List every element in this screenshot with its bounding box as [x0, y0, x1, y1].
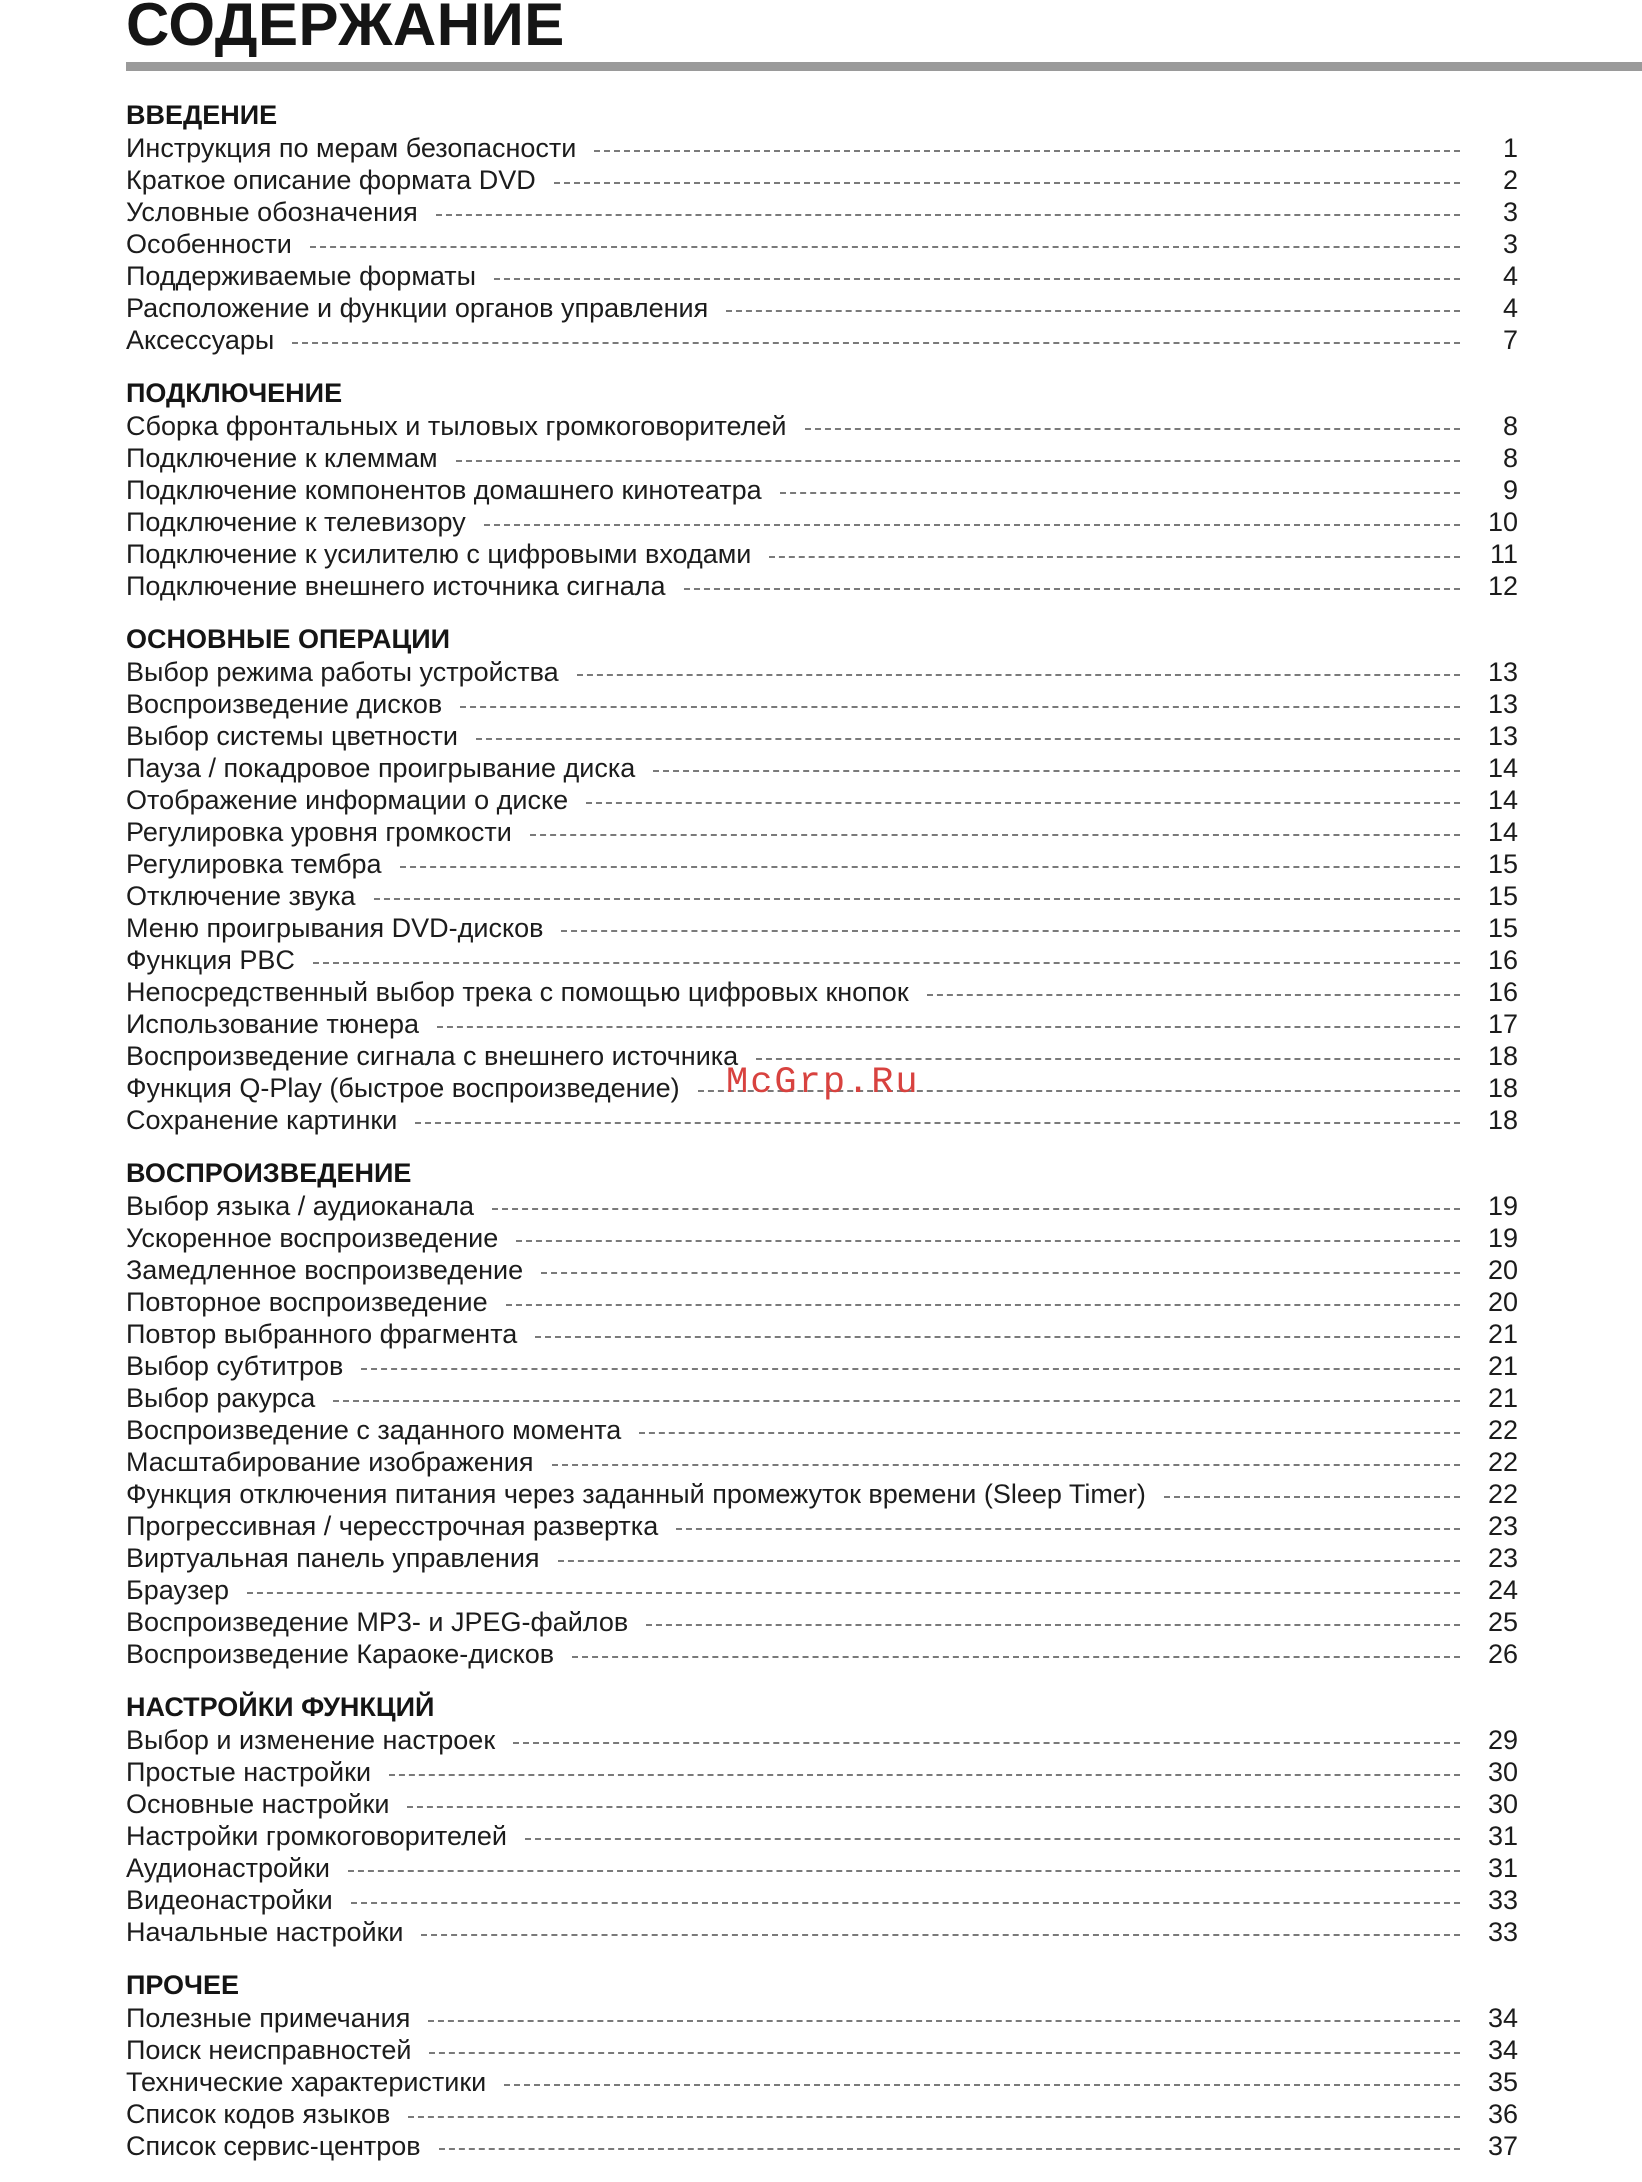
toc-entry: [126, 752, 1518, 784]
section-heading: ОСНОВНЫЕ ОПЕРАЦИИ: [126, 624, 451, 654]
toc-entry: [126, 1788, 1518, 1820]
entry-page-number: 25: [1487, 1606, 1518, 1637]
watermark: McGrp.Ru: [726, 1062, 920, 1104]
entry-page-number: 21: [1487, 1350, 1518, 1381]
entry-label: Полезные примечания: [126, 2002, 411, 2033]
dotted-leader: [552, 1464, 1460, 1466]
toc-entry: [126, 1916, 1518, 1948]
dotted-leader: [460, 706, 1460, 708]
entry-page-number: 34: [1487, 2034, 1518, 2065]
entry-page-number: 8: [1502, 442, 1518, 473]
entry-page-number: 2: [1502, 164, 1518, 195]
dotted-leader: [436, 214, 1460, 216]
toc-entry: [126, 1756, 1518, 1788]
toc-entry: [126, 164, 1518, 196]
toc-entry: [126, 1286, 1518, 1318]
entry-label: Аудионастройки: [126, 1852, 330, 1883]
dotted-leader: [561, 930, 1460, 932]
dotted-leader: [586, 802, 1460, 804]
entry-page-number: 18: [1487, 1040, 1518, 1071]
toc-entry: [126, 442, 1518, 474]
entry-label: Настройки громкоговорителей: [126, 1820, 507, 1851]
entry-label: Повтор выбранного фрагмента: [126, 1318, 518, 1349]
dotted-leader: [415, 1122, 1460, 1124]
dotted-leader: [361, 1368, 1460, 1370]
entry-label: Особенности: [126, 228, 292, 259]
toc-entry: [126, 1478, 1518, 1510]
toc-entry: [126, 474, 1518, 506]
toc-section: [126, 622, 1518, 1136]
entry-label: Использование тюнера: [126, 1008, 420, 1039]
entry-page-number: 1: [1502, 132, 1518, 163]
entry-label: Отображение информации о диске: [126, 784, 569, 815]
entry-page-number: 34: [1487, 2002, 1518, 2033]
entry-label: Ускоренное воспроизведение: [126, 1222, 499, 1253]
dotted-leader: [310, 246, 1460, 248]
toc-entry: [126, 132, 1518, 164]
page-title: СОДЕРЖАНИЕ: [126, 0, 565, 58]
toc-entry: [126, 1008, 1518, 1040]
dotted-leader: [653, 770, 1460, 772]
toc-entry: [126, 1638, 1518, 1670]
dotted-leader: [769, 556, 1460, 558]
entry-page-number: 4: [1502, 292, 1518, 323]
entry-label: Масштабирование изображения: [126, 1446, 534, 1477]
entry-page-number: 33: [1487, 1916, 1518, 1947]
dotted-leader: [516, 1240, 1460, 1242]
toc-entry: [126, 1820, 1518, 1852]
entry-page-number: 35: [1487, 2066, 1518, 2097]
toc-entry: [126, 292, 1518, 324]
dotted-leader: [476, 738, 1460, 740]
dotted-leader: [348, 1870, 1460, 1872]
entry-label: Браузер: [126, 1574, 230, 1605]
entry-page-number: 17: [1487, 1008, 1518, 1039]
entry-label: Меню проигрывания DVD-дисков: [126, 912, 544, 943]
toc-entry: [126, 506, 1518, 538]
entry-label: Выбор и изменение настроек: [126, 1724, 496, 1755]
entry-label: Отключение звука: [126, 880, 356, 911]
dotted-leader: [456, 460, 1460, 462]
toc-entry: [126, 228, 1518, 260]
dotted-leader: [428, 2020, 1460, 2022]
toc-entry: [126, 976, 1518, 1008]
dotted-leader: [333, 1400, 1460, 1402]
entry-label: Подключение к усилителю с цифровыми входами: [126, 538, 752, 569]
entry-label: Начальные настройки: [126, 1916, 404, 1947]
section-heading: НАСТРОЙКИ ФУНКЦИЙ: [126, 1692, 435, 1722]
toc-section: [126, 1690, 1518, 1948]
entry-label: Подключение к клеммам: [126, 442, 438, 473]
dotted-leader: [374, 898, 1460, 900]
entry-label: Выбор системы цветности: [126, 720, 458, 751]
toc-entry: [126, 1190, 1518, 1222]
entry-label: Выбор ракурса: [126, 1382, 316, 1413]
section-heading: ПРОЧЕЕ: [126, 1970, 240, 2000]
toc-entry: [126, 2066, 1518, 2098]
entry-label: Сборка фронтальных и тыловых громкоговорителей: [126, 410, 787, 441]
toc-entry: [126, 880, 1518, 912]
entry-label: Краткое описание формата DVD: [126, 164, 536, 195]
dotted-leader: [676, 1528, 1460, 1530]
toc-entry: [126, 1222, 1518, 1254]
toc-entry: [126, 2130, 1518, 2162]
dotted-leader: [408, 2116, 1460, 2118]
toc-section: [126, 1156, 1518, 1670]
toc-entry: [126, 260, 1518, 292]
entry-page-number: 31: [1487, 1820, 1518, 1851]
entry-page-number: 13: [1487, 656, 1518, 687]
entry-label: Список сервис-центров: [126, 2130, 421, 2161]
entry-page-number: 20: [1487, 1254, 1518, 1285]
entry-page-number: 14: [1487, 816, 1518, 847]
dotted-leader: [535, 1336, 1460, 1338]
entry-page-number: 30: [1487, 1756, 1518, 1787]
toc-entry: [126, 1350, 1518, 1382]
entry-label: Выбор режима работы устройства: [126, 656, 559, 687]
dotted-leader: [541, 1272, 1460, 1274]
dotted-leader: [439, 2148, 1460, 2150]
dotted-leader: [554, 182, 1460, 184]
entry-label: Видеонастройки: [126, 1884, 333, 1915]
dotted-leader: [429, 2052, 1460, 2054]
toc-entry: [126, 1606, 1518, 1638]
toc-entry: [126, 784, 1518, 816]
entry-page-number: 14: [1487, 752, 1518, 783]
entry-label: Непосредственный выбор трека с помощью цифровых кнопок: [126, 976, 909, 1007]
entry-label: Подключение внешнего источника сигнала: [126, 570, 666, 601]
title-rule: [126, 62, 1642, 71]
entry-page-number: 22: [1487, 1478, 1518, 1509]
dotted-leader: [494, 278, 1460, 280]
entry-page-number: 12: [1487, 570, 1518, 601]
entry-label: Воспроизведение дисков: [126, 688, 443, 719]
toc-entry: [126, 912, 1518, 944]
dotted-leader: [558, 1560, 1460, 1562]
toc-entry: [126, 656, 1518, 688]
dotted-leader: [572, 1656, 1460, 1658]
toc-entry: [126, 538, 1518, 570]
entry-page-number: 8: [1502, 410, 1518, 441]
toc-entry: [126, 1724, 1518, 1756]
entry-page-number: 21: [1487, 1382, 1518, 1413]
entry-page-number: 15: [1487, 848, 1518, 879]
entry-page-number: 18: [1487, 1104, 1518, 1135]
toc-entry: [126, 816, 1518, 848]
toc-entry: [126, 2002, 1518, 2034]
entry-label: Выбор субтитров: [126, 1350, 344, 1381]
entry-label: Повторное воспроизведение: [126, 1286, 488, 1317]
entry-page-number: 23: [1487, 1510, 1518, 1541]
dotted-leader: [504, 2084, 1460, 2086]
entry-page-number: 24: [1487, 1574, 1518, 1605]
toc-entry: [126, 1104, 1518, 1136]
entry-page-number: 3: [1502, 196, 1518, 227]
entry-label: Список кодов языков: [126, 2098, 391, 2129]
entry-page-number: 23: [1487, 1542, 1518, 1573]
dotted-leader: [389, 1774, 1460, 1776]
entry-page-number: 13: [1487, 720, 1518, 751]
dotted-leader: [646, 1624, 1460, 1626]
entry-page-number: 7: [1502, 324, 1518, 355]
section-heading: ВВЕДЕНИЕ: [126, 100, 278, 130]
entry-label: Замедленное воспроизведение: [126, 1254, 524, 1285]
toc-entry: [126, 688, 1518, 720]
toc-entry: [126, 1510, 1518, 1542]
entry-page-number: 4: [1502, 260, 1518, 291]
entry-page-number: 15: [1487, 880, 1518, 911]
entry-page-number: 11: [1489, 538, 1518, 569]
entry-label: Подключение компонентов домашнего кинотеатра: [126, 474, 762, 505]
toc-entry: [126, 720, 1518, 752]
dotted-leader: [506, 1304, 1460, 1306]
toc-entry: [126, 944, 1518, 976]
toc-entry: [126, 324, 1518, 356]
table-of-contents: [126, 98, 1518, 2182]
entry-label: Основные настройки: [126, 1788, 390, 1819]
entry-label: Воспроизведение MP3- и JPEG-файлов: [126, 1606, 629, 1637]
toc-entry: [126, 410, 1518, 442]
entry-page-number: 36: [1487, 2098, 1518, 2129]
entry-page-number: 14: [1487, 784, 1518, 815]
toc-entry: [126, 2098, 1518, 2130]
entry-label: Воспроизведение Караоке-дисков: [126, 1638, 555, 1669]
toc-entry: [126, 848, 1518, 880]
entry-page-number: 19: [1487, 1222, 1518, 1253]
toc-entry: [126, 1446, 1518, 1478]
toc-entry: [126, 1414, 1518, 1446]
entry-page-number: 13: [1487, 688, 1518, 719]
dotted-leader: [530, 834, 1460, 836]
dotted-leader: [684, 588, 1460, 590]
toc-entry: [126, 1542, 1518, 1574]
toc-entry: [126, 1574, 1518, 1606]
dotted-leader: [927, 994, 1460, 996]
dotted-leader: [313, 962, 1460, 964]
toc-entry: [126, 1852, 1518, 1884]
toc-entry: [126, 1382, 1518, 1414]
toc-entry: [126, 1254, 1518, 1286]
entry-page-number: 18: [1487, 1072, 1518, 1103]
entry-label: Функция отключения питания через заданный промежуток времени (Sleep Timer): [126, 1478, 1146, 1509]
entry-page-number: 22: [1487, 1446, 1518, 1477]
entry-label: Простые настройки: [126, 1756, 372, 1787]
dotted-leader: [639, 1432, 1460, 1434]
toc-entry: [126, 570, 1518, 602]
entry-label: Виртуальная панель управления: [126, 1542, 540, 1573]
dotted-leader: [437, 1026, 1460, 1028]
toc-entry: [126, 1884, 1518, 1916]
entry-page-number: 22: [1487, 1414, 1518, 1445]
dotted-leader: [351, 1902, 1460, 1904]
entry-page-number: 16: [1487, 944, 1518, 975]
dotted-leader: [525, 1838, 1460, 1840]
entry-page-number: 31: [1487, 1852, 1518, 1883]
dotted-leader: [407, 1806, 1460, 1808]
entry-page-number: 16: [1487, 976, 1518, 1007]
toc-entry: [126, 196, 1518, 228]
dotted-leader: [726, 310, 1460, 312]
entry-label: Воспроизведение с заданного момента: [126, 1414, 622, 1445]
entry-page-number: 21: [1487, 1318, 1518, 1349]
dotted-leader: [484, 524, 1460, 526]
entry-label: Поиск неисправностей: [126, 2034, 412, 2065]
entry-label: Аксессуары: [126, 324, 275, 355]
dotted-leader: [513, 1742, 1460, 1744]
toc-section: [126, 98, 1518, 356]
entry-label: Поддерживаемые форматы: [126, 260, 477, 291]
entry-label: Расположение и функции органов управления: [126, 292, 709, 323]
entry-label: Инструкция по мерам безопасности: [126, 132, 577, 163]
entry-page-number: 20: [1487, 1286, 1518, 1317]
entry-label: Воспроизведение сигнала с внешнего источника: [126, 1040, 739, 1071]
toc-section: [126, 1968, 1518, 2162]
entry-page-number: 30: [1487, 1788, 1518, 1819]
entry-label: Подключение к телевизору: [126, 506, 466, 537]
entry-page-number: 3: [1502, 228, 1518, 259]
entry-page-number: 29: [1487, 1724, 1518, 1755]
section-heading: ПОДКЛЮЧЕНИЕ: [126, 378, 343, 408]
toc-section: [126, 376, 1518, 602]
entry-label: Регулировка тембра: [126, 848, 382, 879]
toc-entry: [126, 2034, 1518, 2066]
toc-entry: [126, 1318, 1518, 1350]
entry-page-number: 33: [1487, 1884, 1518, 1915]
entry-label: Регулировка уровня громкости: [126, 816, 512, 847]
entry-label: Прогрессивная / чересстрочная развертка: [126, 1510, 659, 1541]
entry-label: Функция PBC: [126, 944, 295, 975]
entry-label: Технические характеристики: [126, 2066, 487, 2097]
section-heading: ВОСПРОИЗВЕДЕНИЕ: [126, 1158, 412, 1188]
entry-label: Условные обозначения: [126, 196, 418, 227]
dotted-leader: [594, 150, 1460, 152]
entry-label: Функция Q-Play (быстрое воспроизведение): [126, 1072, 680, 1103]
dotted-leader: [292, 342, 1460, 344]
dotted-leader: [805, 428, 1460, 430]
entry-page-number: 15: [1487, 912, 1518, 943]
dotted-leader: [400, 866, 1460, 868]
entry-label: Выбор языка / аудиоканала: [126, 1190, 475, 1221]
entry-label: Сохранение картинки: [126, 1104, 398, 1135]
dotted-leader: [421, 1934, 1460, 1936]
dotted-leader: [756, 1058, 1460, 1060]
entry-page-number: 9: [1502, 474, 1518, 505]
entry-label: Пауза / покадровое проигрывание диска: [126, 752, 636, 783]
entry-page-number: 37: [1487, 2130, 1518, 2161]
dotted-leader: [492, 1208, 1460, 1210]
dotted-leader: [577, 674, 1460, 676]
entry-page-number: 19: [1487, 1190, 1518, 1221]
dotted-leader: [247, 1592, 1460, 1594]
dotted-leader: [1164, 1496, 1460, 1498]
dotted-leader: [780, 492, 1460, 494]
entry-page-number: 26: [1487, 1638, 1518, 1669]
entry-page-number: 10: [1487, 506, 1518, 537]
